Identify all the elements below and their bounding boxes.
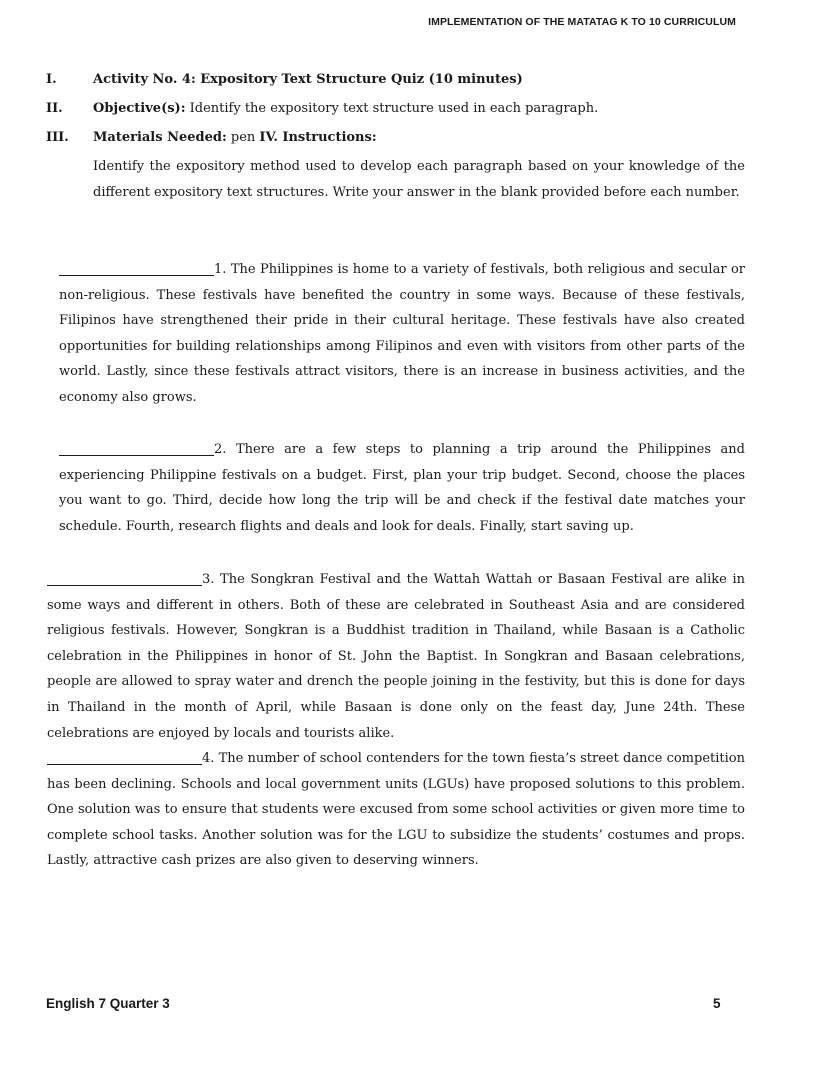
- instructions-text: Identify the expository method used to develop each paragraph based on your knowledge of the different expository text structures. Write your answer in the blank provided before each number.: [93, 159, 745, 200]
- item-3-number: 3.: [202, 572, 215, 587]
- answer-blank-4[interactable]: [47, 750, 202, 765]
- quiz-item-3: [47, 567, 745, 746]
- objective-label: Objective(s):: [93, 101, 186, 116]
- activity-title: Activity No. 4: Expository Text Structure Quiz (10 minutes): [93, 72, 523, 87]
- roman-numeral-2: II.: [46, 101, 63, 116]
- item-3-text: The Songkran Festival and the Wattah Wattah or Basaan Festival are alike in some ways and different in others. Both of these are celebrated in Southeast Asia and are considered religious festivals. However, Songkran is a Buddhist tradition in Thailand, while Basaan is a Catholic celebration in the Philippines in honor of St. John the Baptist. In Songkran and Basaan celebrations, people are allowed to spray water and drench the people joining in the festivity, but this is done for days in Thailand in the month of April, while Basaan is done only on the feast day, June 24th. These celebrations are enjoyed by locals and tourists alike.: [47, 572, 745, 741]
- item-2-number: 2.: [214, 442, 227, 457]
- item-1-text: The Philippines is home to a variety of festivals, both religious and secular or non-religious. These festivals have benefited the country in some ways. Because of these festivals, Filipinos have strengthened their pride in their cultural heritage. These festivals have also created opportunities for building relationships among Filipinos and even with visitors from other parts of the world. Lastly, since these festivals attract visitors, there is an increase in business activities, and the economy also grows.: [59, 262, 745, 405]
- item-4-number: 4.: [202, 751, 215, 766]
- answer-blank-1[interactable]: [59, 261, 214, 276]
- instructions-label: IV. Instructions:: [259, 130, 377, 145]
- answer-blank-2[interactable]: [59, 441, 214, 456]
- objective-line: [93, 100, 746, 118]
- materials-text: pen: [226, 130, 260, 145]
- item-1-number: 1.: [214, 262, 227, 277]
- materials-label: Materials Needed:: [93, 130, 227, 145]
- roman-numeral-1: I.: [46, 72, 57, 87]
- objective-text: Identify the expository text structure used in each paragraph.: [185, 101, 599, 116]
- materials-line: [93, 129, 746, 147]
- roman-numeral-3: III.: [46, 130, 69, 145]
- item-4-text: The number of school contenders for the town fiesta’s street dance competition has been declining. Schools and local government units (LGUs) have proposed solutions to this problem. One solution was to ensure that students were excused from some school activities or given more time to complete school tasks. Another solution was for the LGU to subsidize the students’ costumes and props. Lastly, attractive cash prizes are also given to deserving winners.: [47, 751, 745, 869]
- answer-blank-3[interactable]: [47, 571, 202, 586]
- quiz-item-2: [59, 437, 745, 539]
- item-2-text: There are a few steps to planning a trip around the Philippines and experiencing Philippine festivals on a budget. First, plan your trip budget. Second, choose the places you want to go. Third, decide how long the trip will be and check if the festival date matches your schedule. Fourth, research flights and deals and look for deals. Finally, start saving up.: [59, 442, 745, 534]
- quiz-item-4: [47, 746, 745, 874]
- quiz-item-1: [59, 257, 745, 411]
- footer-page-number: 5: [713, 996, 721, 1011]
- footer-subject: English 7 Quarter 3: [46, 996, 170, 1011]
- page-header-title: IMPLEMENTATION OF THE MATATAG K TO 10 CURRICULUM: [428, 16, 736, 28]
